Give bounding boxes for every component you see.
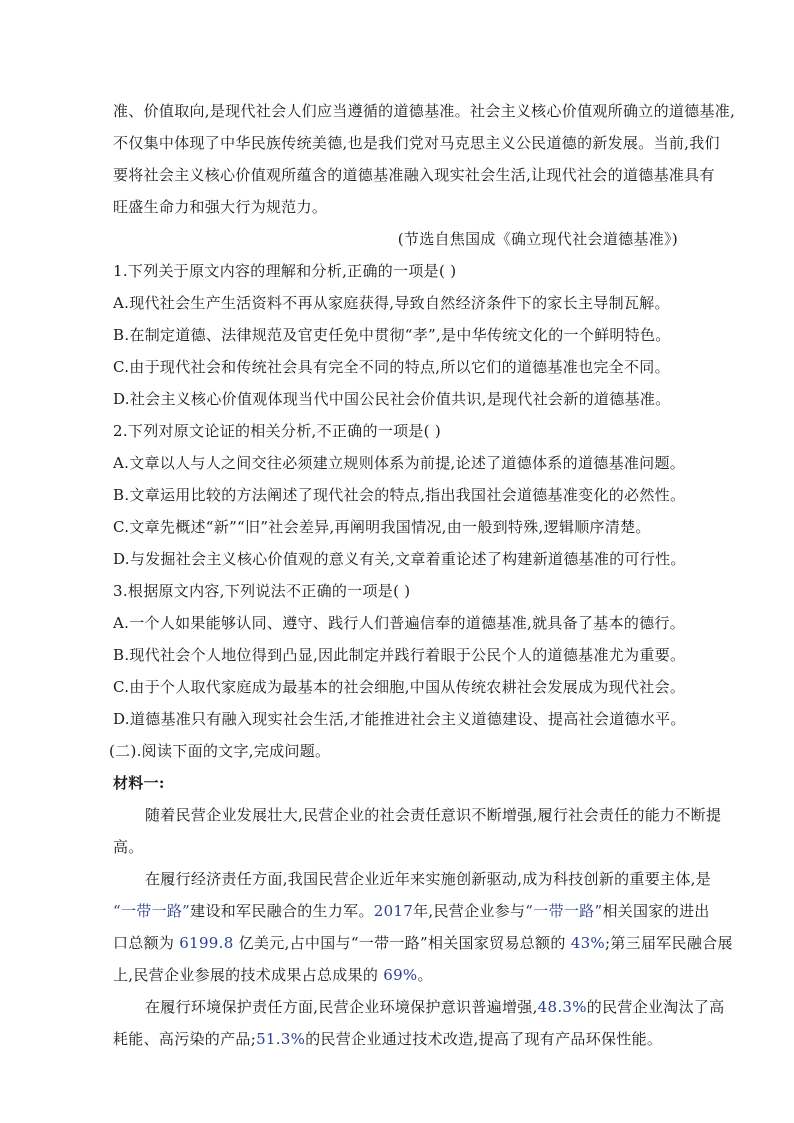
passage-source: (节选自焦国成《确立现代社会道德基准》) [397,230,678,248]
quoted-term: “一带一路” [113,902,191,920]
question-option: B.现代社会个人地位得到凸显,因此制定并践行着眼于公民个人的道德基准尤为重要。 [113,646,686,664]
question-option: C.文章先概述“新”“旧”社会差异,再阐明我国情况,由一般到特殊,逻辑顺序清楚。 [113,518,651,536]
numeric-value: 43% [570,934,605,952]
paragraph-line: 在履行经济责任方面,我国民营企业近年来实施创新驱动,成为科技创新的重要主体,是 [145,870,712,888]
paragraph-line: 高。 [113,838,144,856]
question-option: C.由于个人取代家庭成为最基本的社会细胞,中国从传统农耕社会发展成为现代社会。 [113,678,686,696]
passage-line: 准、价值取向,是现代社会人们应当遵循的道德基准。社会主义核心价值观所确立的道德基准, [113,102,736,120]
question-stem: 2.下列对原文论证的相关分析,不正确的一项是( ) [113,422,442,440]
paragraph-line: “一带一路”建设和军民融合的生力军。2017年,民营企业参与“一带一路”相关国家的进出 [113,902,710,920]
question-option: D.与发掘社会主义核心价值观的意义有关,文章着重论述了构建新道德基准的可行性。 [113,550,686,568]
question-stem: 1.下列关于原文内容的理解和分析,正确的一项是( ) [113,262,457,280]
question-option: C.由于现代社会和传统社会具有完全不同的特点,所以它们的道德基准也完全不同。 [113,358,670,376]
paragraph-line: 口总额为 6199.8 亿美元,占中国与“一带一路”相关国家贸易总额的 43%;第三届军民融合展 [113,934,733,952]
paragraph-line: 在履行环境保护责任方面,民营企业环境保护意识普遍增强,48.3%的民营企业淘汰了高 [145,998,725,1016]
question-option: A.现代社会生产生活资料不再从家庭获得,导致自然经济条件下的家长主导制瓦解。 [113,294,670,312]
passage-line: 旺盛生命力和强大行为规范力。 [113,198,328,216]
quoted-term: “一带一路” [525,902,603,920]
numeric-value: 69% [383,966,418,984]
numeric-value: 51.3% [256,1030,306,1048]
question-stem: 3.根据原文内容,下列说法不正确的一项是( ) [113,582,411,600]
section-heading: (二).阅读下面的文字,完成问题。 [109,742,331,760]
question-option: A.文章以人与人之间交往必须建立规则体系为前提,论述了道德体系的道德基准问题。 [113,454,686,472]
passage-line: 要将社会主义核心价值观所蕴含的道德基准融入现实社会生活,让现代社会的道德基准具有 [113,166,715,184]
question-option: B.在制定道德、法律规范及官吏任免中贯彻“孝”,是中华传统文化的一个鲜明特色。 [113,326,671,344]
paragraph-line: 随着民营企业发展壮大,民营企业的社会责任意识不断增强,履行社会责任的能力不断提 [145,806,722,824]
paragraph-line: 上,民营企业参展的技术成果占总成果的 69%。 [113,966,433,984]
numeric-value: 6199.8 [179,934,234,952]
passage-line: 不仅集中体现了中华民族传统美德,也是我们党对马克思主义公民道德的新发展。当前,我们 [113,134,720,152]
numeric-value: 2017 [373,902,414,920]
question-option: D.道德基准只有融入现实社会生活,才能推进社会主义道德建设、提高社会道德水平。 [113,710,686,728]
material-label: 材料一: [113,774,165,792]
question-option: A.一个人如果能够认同、遵守、践行人们普遍信奉的道德基准,就具备了基本的德行。 [113,614,686,632]
question-option: B.文章运用比较的方法阐述了现代社会的特点,指出我国社会道德基准变化的必然性。 [113,486,686,504]
numeric-value: 48.3% [537,998,587,1016]
paragraph-line: 耗能、高污染的产品;51.3%的民营企业通过技术改造,提高了现有产品环保性能。 [113,1030,663,1048]
question-option: D.社会主义核心价值观体现当代中国公民社会价值共识,是现代社会新的道德基准。 [113,390,671,408]
